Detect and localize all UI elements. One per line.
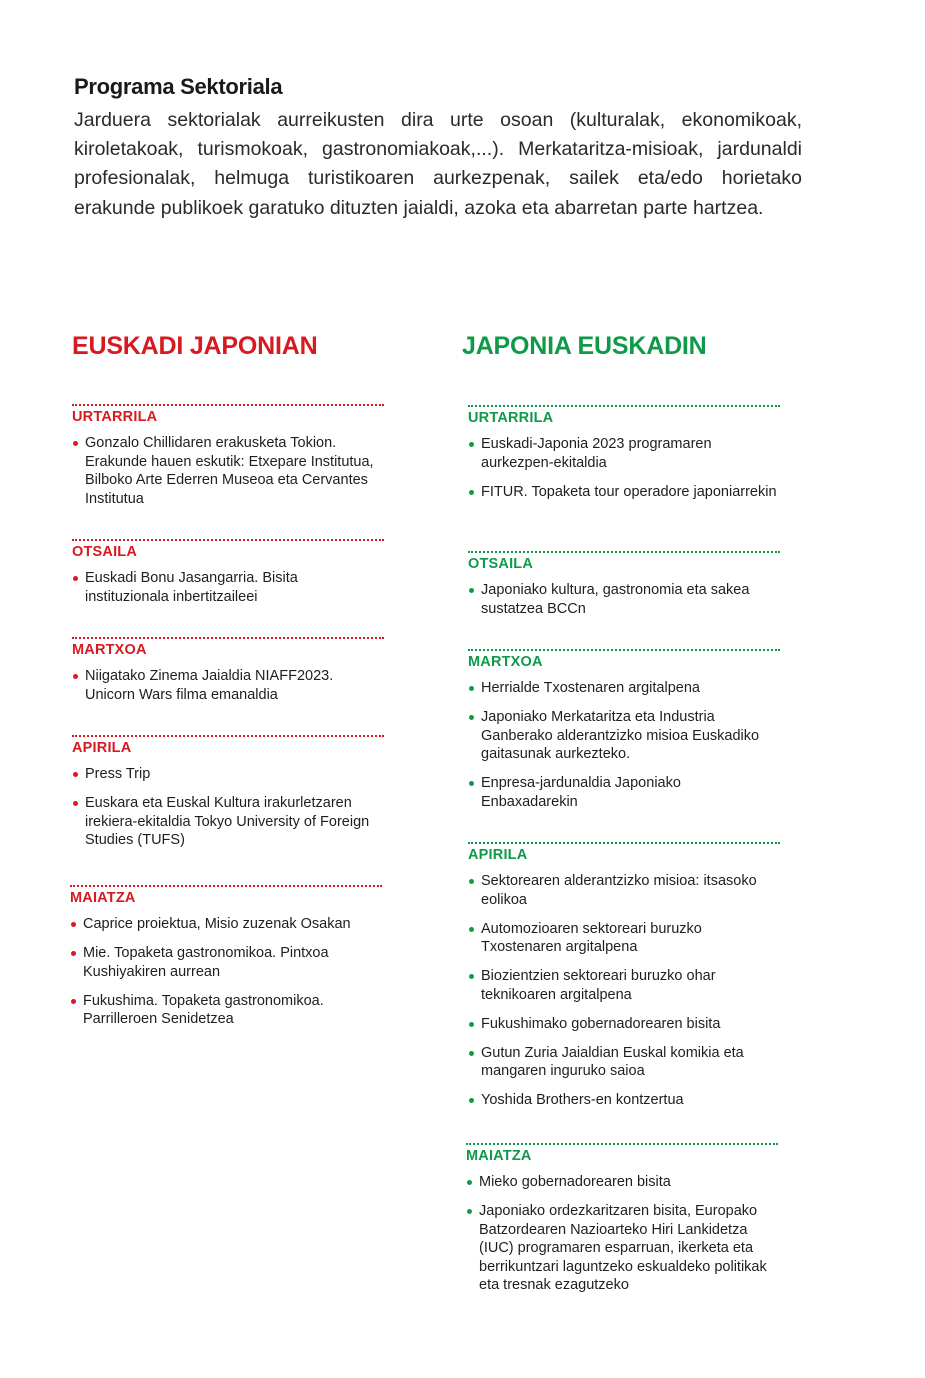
list-item-text: Yoshida Brothers-en kontzertua bbox=[481, 1092, 684, 1108]
section-urtarrila bbox=[468, 405, 780, 512]
list-item bbox=[468, 679, 780, 698]
page-title: Programa Sektoriala bbox=[74, 74, 283, 99]
intro-paragraph: Jarduera sektorialak aurreikusten dira urte osoan (kulturalak, ekonomikoak, kiroletakoak, turismokoak, gastronomiakoak,...). Merkataritza-misioak, jardunaldi profesionalak, helmuga turistikoaren aurkezpenak, sailek eta/edo horietako erakunde publikoek garatuko dituzten jaialdi, azoka eta abarretan parte hartzea. bbox=[74, 109, 802, 219]
bullet-icon bbox=[469, 1098, 474, 1103]
list-item-text: Fukushima. Topaketa gastronomikoa. Parrilleroen Senidetzea bbox=[83, 992, 324, 1027]
list-item-text: Sektorearen alderantzizko misioa: itsasoko eolikoa bbox=[481, 873, 757, 908]
intro-section bbox=[74, 72, 802, 223]
bullet-icon bbox=[469, 442, 474, 447]
dotted-divider bbox=[468, 649, 780, 651]
bullet-icon bbox=[73, 772, 78, 777]
month-heading: MARTXOA bbox=[72, 642, 147, 658]
dotted-divider bbox=[72, 539, 384, 541]
event-list bbox=[72, 434, 384, 508]
section-martxoa bbox=[72, 637, 384, 715]
event-list bbox=[468, 435, 780, 501]
section-otsaila bbox=[72, 539, 384, 617]
event-list bbox=[72, 569, 384, 606]
event-list bbox=[72, 667, 384, 704]
month-heading: URTARRILA bbox=[468, 410, 554, 426]
dotted-divider bbox=[466, 1143, 778, 1145]
event-list bbox=[466, 1173, 778, 1295]
dotted-divider bbox=[468, 551, 780, 553]
list-item-text: Euskadi Bonu Jasangarria. Bisita instituzionala inbertitzaileei bbox=[85, 570, 298, 605]
list-item-text: Mie. Topaketa gastronomikoa. Pintxoa Kushiyakiren aurrean bbox=[83, 945, 329, 980]
column-euskadi-japonian bbox=[70, 328, 384, 1027]
list-item-text: Herrialde Txostenaren argitalpena bbox=[481, 680, 700, 696]
column-title-euskadi-japonian: EUSKADI JAPONIAN bbox=[72, 332, 318, 360]
list-item-text: Japoniako Merkataritza eta Industria Ganberako alderantzizko misioa Euskadiko gaitasunak aurkezteko. bbox=[481, 709, 760, 762]
list-item bbox=[72, 434, 384, 508]
list-item bbox=[466, 1202, 778, 1295]
section-apirila bbox=[72, 735, 384, 860]
bullet-icon bbox=[73, 576, 78, 581]
list-item-text: Gutun Zuria Jaialdian Euskal komikia eta mangaren inguruko saioa bbox=[481, 1044, 744, 1079]
list-item bbox=[468, 708, 780, 764]
dotted-divider bbox=[468, 405, 780, 407]
list-item bbox=[468, 774, 780, 811]
bullet-icon bbox=[71, 922, 76, 927]
bullet-icon bbox=[469, 974, 474, 979]
list-item-text: Caprice proiektua, Misio zuzenak Osakan bbox=[83, 916, 351, 932]
bullet-icon bbox=[469, 686, 474, 691]
list-item bbox=[468, 435, 780, 472]
bullet-icon bbox=[469, 781, 474, 786]
dotted-divider bbox=[72, 404, 384, 406]
list-item-text: Niigatako Zinema Jaialdia NIAFF2023. Unicorn Wars filma emanaldia bbox=[85, 668, 334, 703]
list-item bbox=[468, 967, 780, 1004]
bullet-icon bbox=[469, 588, 474, 593]
list-item bbox=[70, 992, 382, 1029]
list-item-text: Japoniako ordezkaritzaren bisita, Europako Batzordearen Nazioarteko Hiri Lankidetza (IUC) programaren esparruan, ikerketa eta berrikuntzari laguntzeko eskualdeko politikak eta tresnak ezagutzeko bbox=[479, 1203, 767, 1293]
bullet-icon bbox=[469, 879, 474, 884]
list-item-text: Euskara eta Euskal Kultura irakurletzaren irekiera-ekitaldia Tokyo University of Foreign Studies (TUFS) bbox=[85, 795, 370, 848]
list-item-text: FITUR. Topaketa tour operadore japoniarrekin bbox=[481, 483, 777, 500]
month-heading: APIRILA bbox=[468, 847, 528, 863]
event-list bbox=[468, 581, 780, 618]
list-item-text: Japoniako kultura, gastronomia eta sakea sustatzea BCCn bbox=[481, 582, 750, 617]
month-heading: APIRILA bbox=[72, 740, 132, 756]
section-maiatza bbox=[466, 1143, 778, 1305]
list-item-text: Automozioaren sektoreari buruzko Txostenaren argitalpena bbox=[481, 920, 702, 955]
list-item-text: Mieko gobernadorearen bisita bbox=[479, 1174, 671, 1190]
month-heading: MAIATZA bbox=[466, 1148, 532, 1164]
list-item-text: Fukushimako gobernadorearen bisita bbox=[481, 1015, 721, 1032]
bullet-icon bbox=[467, 1180, 472, 1185]
event-list bbox=[468, 872, 780, 1110]
list-item bbox=[468, 1044, 780, 1081]
bullet-icon bbox=[469, 927, 474, 932]
column-japonia-euskadin bbox=[462, 328, 777, 1293]
list-item bbox=[468, 872, 780, 909]
bullet-icon bbox=[469, 1051, 474, 1056]
column-title-japonia-euskadin: JAPONIA EUSKADIN bbox=[462, 332, 707, 360]
dotted-divider bbox=[72, 735, 384, 737]
bullet-icon bbox=[73, 674, 78, 679]
section-apirila bbox=[468, 842, 780, 1120]
month-heading: OTSAILA bbox=[72, 544, 138, 560]
bullet-icon bbox=[469, 1022, 474, 1027]
bullet-icon bbox=[469, 715, 474, 720]
bullet-icon bbox=[467, 1209, 472, 1214]
bullet-icon bbox=[73, 441, 78, 446]
list-item bbox=[468, 581, 780, 618]
dotted-divider bbox=[70, 885, 382, 887]
dotted-divider bbox=[468, 842, 780, 844]
bullet-icon bbox=[71, 951, 76, 956]
list-item bbox=[70, 944, 382, 981]
event-list bbox=[72, 765, 384, 850]
event-list bbox=[468, 679, 780, 811]
list-item bbox=[72, 765, 384, 784]
month-heading: MARTXOA bbox=[468, 654, 543, 670]
bullet-icon bbox=[73, 801, 78, 806]
list-item-text: Euskadi-Japonia 2023 programaren aurkezpen-ekitaldia bbox=[481, 436, 712, 471]
list-item-text: Gonzalo Chillidaren erakusketa Tokion. Erakunde hauen eskutik: Etxepare Institutua, Bilboko Arte Ederren Museoa eta Cervantes Institutua bbox=[85, 435, 374, 507]
list-item bbox=[468, 1091, 780, 1110]
section-martxoa bbox=[468, 649, 780, 822]
month-heading: URTARRILA bbox=[72, 409, 158, 425]
list-item bbox=[70, 915, 382, 934]
list-item-text: Press Trip bbox=[85, 766, 151, 782]
list-item bbox=[72, 569, 384, 606]
event-list bbox=[70, 915, 382, 1029]
list-item bbox=[72, 794, 384, 850]
list-item bbox=[468, 483, 780, 502]
section-maiatza bbox=[70, 885, 382, 1039]
list-item-text: Enpresa-jardunaldia Japoniako Enbaxadarekin bbox=[481, 775, 681, 810]
dotted-divider bbox=[72, 637, 384, 639]
month-heading: OTSAILA bbox=[468, 556, 534, 572]
section-urtarrila bbox=[72, 404, 384, 519]
list-item bbox=[468, 920, 780, 957]
list-item bbox=[72, 667, 384, 704]
list-item bbox=[466, 1173, 778, 1192]
bullet-icon bbox=[469, 490, 474, 495]
month-heading: MAIATZA bbox=[70, 890, 136, 906]
list-item-text: Biozientzien sektoreari buruzko ohar teknikoaren argitalpena bbox=[481, 968, 716, 1003]
section-otsaila bbox=[468, 551, 780, 629]
bullet-icon bbox=[71, 999, 76, 1004]
list-item bbox=[468, 1015, 780, 1034]
